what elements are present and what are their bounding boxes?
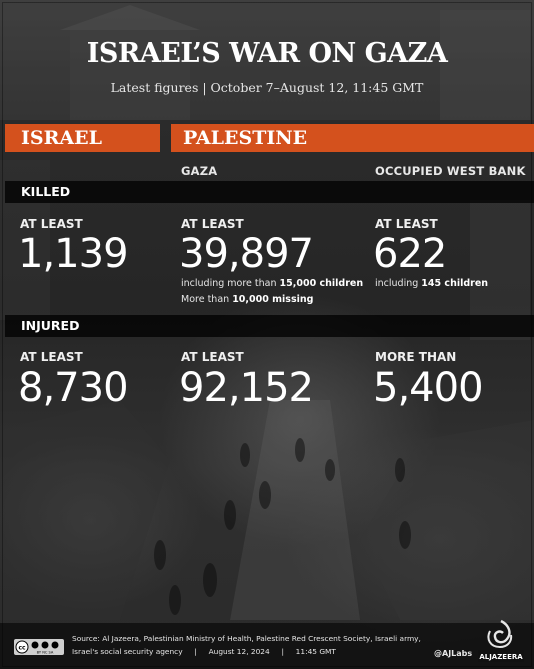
cc-license-icon <box>14 639 64 655</box>
gaza-children-count: 15,000 children <box>279 278 364 289</box>
israel-injured-qualifier: AT LEAST <box>20 350 83 364</box>
gaza-killed-value: 39,897 <box>179 231 313 277</box>
gaza-children-note-prefix: including more than <box>181 278 280 289</box>
gaza-missing-note-prefix: More than <box>181 294 233 305</box>
killed-section-label: KILLED <box>5 181 534 203</box>
gaza-injured-value: 92,152 <box>179 365 313 411</box>
west-bank-injured-qualifier: MORE THAN <box>375 350 457 364</box>
aljazeera-logo-text: ALJAZEERA <box>479 653 523 661</box>
source-credit <box>72 632 432 658</box>
gaza-injured-qualifier: AT LEAST <box>181 350 244 364</box>
west-bank-children-count: 145 children <box>421 278 489 289</box>
gaza-children-note <box>181 278 363 289</box>
west-bank-injured-value: 5,400 <box>373 365 483 411</box>
gaza-missing-count: 10,000 missing <box>232 294 314 305</box>
west-bank-children-note-prefix: including <box>375 278 422 289</box>
west-bank-killed-value: 622 <box>373 231 447 277</box>
source-line-2: Israel's social security agency | August 12, 2024 | 11:45 GMT <box>72 647 336 656</box>
israel-header-bar: ISRAEL <box>5 124 160 152</box>
svg-text:cc: cc <box>18 644 26 652</box>
page-title: ISRAEL’S WAR ON GAZA <box>86 38 448 69</box>
aljazeera-logo <box>476 619 526 663</box>
ajlabs-handle: @AJLabs <box>434 649 473 658</box>
gaza-column-heading: GAZA <box>181 164 218 178</box>
west-bank-column-heading: OCCUPIED WEST BANK <box>375 164 526 178</box>
west-bank-killed-qualifier: AT LEAST <box>375 217 438 231</box>
gaza-missing-note <box>181 294 313 305</box>
source-line-1: Source: Al Jazeera, Palestinian Ministry of Health, Palestine Red Crescent Society, Israeli army, <box>72 634 421 643</box>
west-bank-children-note <box>375 278 488 289</box>
cc-license-label: BY NC SA <box>36 650 54 655</box>
israel-killed-value: 1,139 <box>18 231 128 277</box>
gaza-killed-qualifier: AT LEAST <box>181 217 244 231</box>
injured-section-label: INJURED <box>5 315 534 337</box>
israel-injured-value: 8,730 <box>18 365 128 411</box>
palestine-header-bar: PALESTINE <box>171 124 534 152</box>
page-subtitle: Latest figures | October 7–August 12, 11:45 GMT <box>110 80 424 95</box>
israel-killed-qualifier: AT LEAST <box>20 217 83 231</box>
